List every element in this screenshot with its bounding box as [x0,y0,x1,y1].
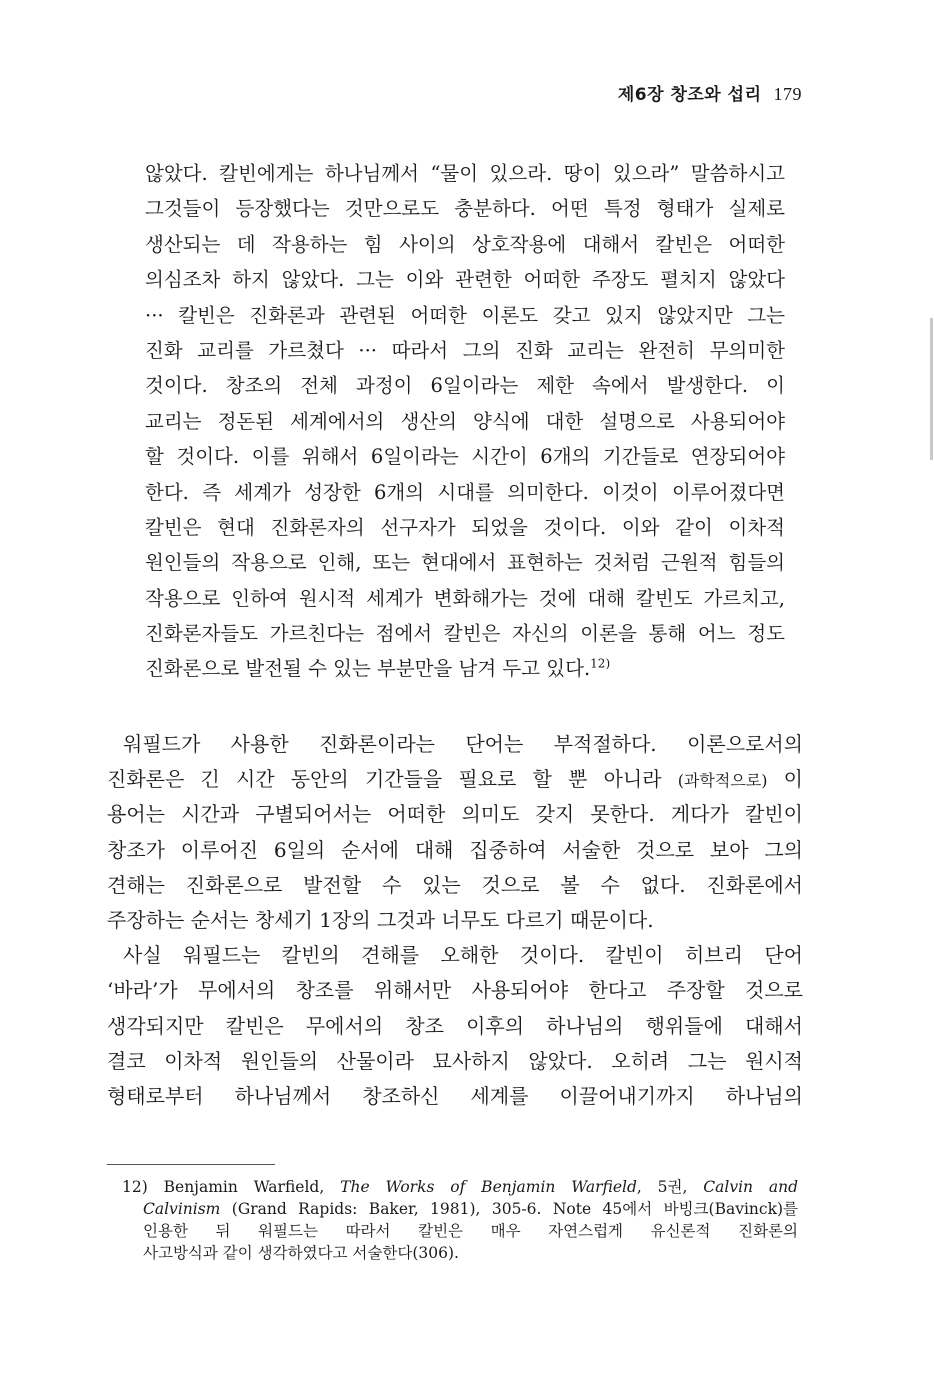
paragraph-line: 결코 이차적 원인들의 산물이라 묘사하지 않았다. 오히려 그는 원시적 [107,1048,803,1073]
footnote-subtitle: Calvinism [143,1200,221,1218]
quote-line: 않았다. 칼빈에게는 하나님께서 “물이 있으라. 땅이 있으라” 말씀하시고 [145,162,785,185]
footnote-line [122,1176,798,1198]
footnote-line: 사고방식과 같이 생각하였다고 서술한다(306). [143,1244,459,1262]
footnote-publication: (Grand Rapids: Baker, 1981), 305-6. Note 45에서 바빙크(Bavinck)를 [220,1200,798,1218]
footnote-author: Benjamin Warfield, [163,1178,341,1196]
footnote-book-title: The Works of Benjamin Warfield [340,1178,637,1196]
quote-line: 그것들이 등장했다는 것만으로도 충분하다. 어떤 특정 형태가 실제로 [145,197,785,221]
quote-line: 칼빈은 현대 진화론자의 선구자가 되었을 것이다. 이와 같이 이차적 [145,515,785,539]
paragraph-line-text: 진화론은 긴 시간 동안의 기간들을 필요로 할 뿐 아니라 [107,767,678,792]
quote-line: 할 것이다. 이를 위해서 6일이라는 시간이 6개의 기간들로 연장되어야 [145,445,785,469]
quote-line: 생산되는 데 작용하는 힘 사이의 상호작용에 대해서 칼빈은 어떠한 [145,232,785,256]
chapter-title: 제6장 창조와 섭리 [617,85,762,105]
quote-line-text: 진화론으로 발전될 수 있는 부분만을 남겨 두고 있다. [145,657,591,681]
quote-line: 교리는 정돈된 세계에서의 생산의 양식에 대한 설명으로 사용되어야 [145,409,785,433]
paragraph-line: 창조가 이루어진 6일의 순서에 대해 집중하여 서술한 것으로 보아 그의 [107,837,803,862]
paragraph-line: 사실 워필드는 칼빈의 견해를 오해한 것이다. 칼빈이 히브리 단어 [123,943,803,968]
block-quote [145,156,785,687]
paragraph-line: 주장하는 순서는 창세기 1장의 그것과 너무도 다르기 때문이다. [107,907,654,932]
page-edge-mark [930,318,933,460]
page-number: 179 [773,84,802,104]
paragraph-line [107,762,803,797]
running-header [618,80,802,105]
footnote-volume: , 5권, [636,1178,704,1196]
quote-line: 작용으로 인하여 원시적 세계가 변화해가는 것에 대해 칼빈도 가르치고, [145,586,785,610]
quote-line: 의심조차 하지 않았다. 그는 이와 관련한 어떠한 주장도 펼치지 않았다 [145,268,785,292]
quote-line: 것이다. 창조의 전체 과정이 6일이라는 제한 속에서 발생한다. 이 [145,374,785,398]
footnote-divider [107,1164,275,1165]
footnote-number: 12) [122,1178,148,1196]
parenthetical-note: (과학적으로) [677,771,768,791]
paragraph-line: 용어는 시간과 구별되어서는 어떠한 의미도 갖지 못한다. 게다가 칼빈이 [107,802,803,827]
footnote-line [122,1198,798,1220]
paragraph-line: 견해는 진화론으로 발전할 수 있는 것으로 볼 수 없다. 진화론에서 [107,872,803,897]
footnote-subtitle: Calvin and [703,1178,799,1196]
paragraph-line: 워필드가 사용한 진화론이라는 단어는 부적절하다. 이론으로서의 [123,732,803,756]
paragraph-line: 형태로부터 하나님께서 창조하신 세계를 이끌어내기까지 하나님의 [107,1083,803,1108]
footnote-reference[interactable]: 12) [590,656,611,671]
footnote-line: 인용한 뒤 워필드는 따라서 칼빈은 매우 자연스럽게 유신론적 진화론의 [143,1222,798,1240]
quote-line: ··· 칼빈은 진화론과 관련된 어떠한 이론도 갖고 있지 않았지만 그는 [145,303,785,327]
quote-line-last [145,651,785,686]
quote-line: 진화론자들도 가르친다는 점에서 칼빈은 자신의 이론을 통해 어느 정도 [145,622,785,646]
quote-line: 한다. 즉 세계가 성장한 6개의 시대를 의미한다. 이것이 이루어졌다면 [145,480,785,504]
paragraph-line: 생각되지만 칼빈은 무에서의 창조 이후의 하나님의 행위들에 대해서 [107,1013,803,1038]
quote-line: 원인들의 작용으로 인해, 또는 현대에서 표현하는 것처럼 근원적 힘들의 [145,551,785,575]
paragraph-line: ‘바라’가 무에서의 창조를 위해서만 사용되어야 한다고 주장할 것으로 [107,978,803,1003]
paragraph-line-text: 이 [767,767,803,792]
quote-line: 진화 교리를 가르쳤다 ··· 따라서 그의 진화 교리는 완전히 무의미한 [145,338,785,362]
body-text [107,727,803,1114]
footnote [122,1176,798,1264]
